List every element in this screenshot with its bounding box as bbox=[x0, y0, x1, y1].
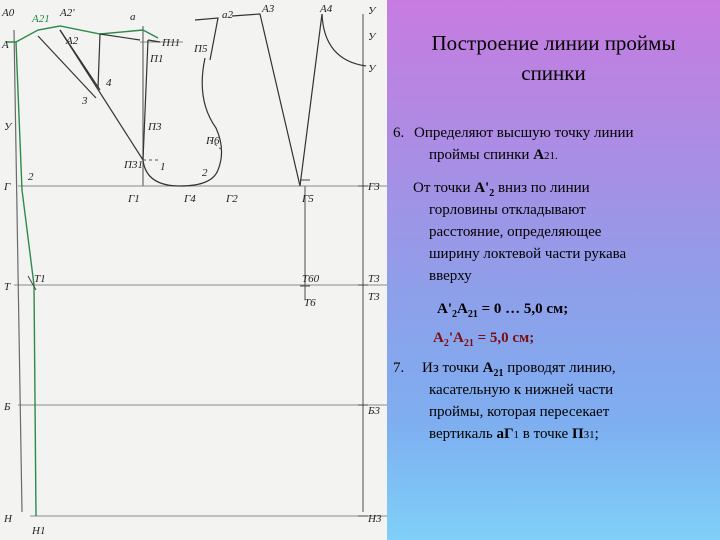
label-g2: Г2 bbox=[226, 193, 238, 205]
label-a2-lower: а2 bbox=[222, 9, 233, 21]
point-a2p-index: 2 bbox=[489, 188, 495, 199]
label-p3: П3 bbox=[148, 121, 162, 133]
formula2-c: 'А bbox=[448, 330, 464, 346]
label-num-4: 4 bbox=[106, 77, 112, 89]
formula1-c: А bbox=[457, 301, 468, 317]
label-t6: Т6 bbox=[304, 297, 316, 309]
down-along-text: вниз по линии bbox=[494, 180, 590, 196]
label-t3b: Т3 bbox=[368, 291, 380, 303]
label-num-2: 2 bbox=[202, 167, 208, 179]
text-panel bbox=[387, 0, 720, 540]
label-num-1: 1 bbox=[160, 161, 166, 173]
item7-semicolon: ; bbox=[594, 426, 599, 442]
label-a: А bbox=[2, 39, 9, 51]
formula2-d: 21 bbox=[463, 338, 474, 349]
label-y-top: У bbox=[368, 5, 376, 17]
label-a0: А0 bbox=[2, 7, 15, 19]
label-n: Н bbox=[4, 513, 12, 525]
item7-draw-text: проводят линию, bbox=[503, 360, 616, 376]
label-g4: Г4 bbox=[184, 193, 196, 205]
label-a3: А3 bbox=[262, 3, 275, 15]
label-p11: П11 bbox=[162, 37, 181, 49]
item7-ag-letters: аГ bbox=[496, 426, 514, 442]
formula1-e: = 0 … 5,0 см; bbox=[477, 301, 569, 317]
item6-para2-line5: вверху bbox=[429, 268, 472, 284]
label-a21: А21 bbox=[32, 13, 50, 25]
vertical-guides bbox=[14, 14, 363, 512]
label-a2: А2 bbox=[66, 35, 79, 47]
label-y-mid: У bbox=[368, 31, 376, 43]
point-a2p-letter: А' bbox=[474, 180, 490, 196]
point-markers bbox=[28, 180, 368, 516]
item7-ag-index: 1 bbox=[513, 429, 520, 441]
formula1-a: А' bbox=[437, 301, 452, 317]
item7-point-index: 21 bbox=[493, 368, 504, 379]
item6-text2: проймы спинки bbox=[429, 147, 534, 163]
label-b3: Б3 bbox=[368, 405, 380, 417]
item6-line2 bbox=[429, 144, 558, 167]
label-g3: Г3 bbox=[368, 181, 380, 193]
label-a2-prime: А2' bbox=[60, 7, 75, 19]
label-t: Т bbox=[4, 281, 11, 293]
formula-1 bbox=[437, 298, 568, 326]
item7-p-letter: П bbox=[571, 426, 584, 442]
item7-from-text: Из точки bbox=[422, 360, 483, 376]
label-t3: Т3 bbox=[368, 273, 380, 285]
formula1-b: 2 bbox=[452, 309, 457, 320]
label-a4: А4 bbox=[320, 3, 333, 15]
point-a21-index: 21. bbox=[544, 150, 558, 162]
formula1-d: 21 bbox=[467, 309, 478, 320]
label-n3: Н3 bbox=[368, 513, 382, 525]
label-t1: Т1 bbox=[34, 273, 46, 285]
formula2-a: А bbox=[433, 330, 444, 346]
drawing-labels bbox=[1, 3, 382, 537]
item6-para2-line4: ширину локтевой части рукава bbox=[429, 246, 627, 262]
slide-title bbox=[397, 28, 710, 88]
item7-number: 7. bbox=[393, 360, 405, 376]
formula-2 bbox=[433, 327, 534, 355]
label-p1: П1 bbox=[150, 53, 164, 65]
item6-number: 6. bbox=[393, 125, 405, 141]
label-g5: Г5 bbox=[302, 193, 314, 205]
item7-vertical-text: вертикаль bbox=[429, 426, 497, 442]
label-a-lower: а bbox=[130, 11, 136, 23]
point-a21-letter: А bbox=[533, 147, 545, 163]
label-y-left: У bbox=[4, 121, 12, 133]
label-num-3: 3 bbox=[82, 95, 88, 107]
item6-text1: Определяют высшую точку линии bbox=[414, 125, 634, 141]
label-g: Г bbox=[4, 181, 11, 193]
formula2-b: 2 bbox=[443, 338, 449, 349]
label-p5: П5 bbox=[194, 43, 208, 55]
formula2-e: = 5,0 см; bbox=[473, 330, 535, 346]
label-num-2b: 2 bbox=[28, 171, 34, 183]
item6-para2-line2: горловины откладывают bbox=[429, 202, 586, 218]
slide-title-line2: спинки bbox=[521, 61, 586, 85]
item7-line2: касательную к нижней части bbox=[429, 382, 614, 398]
label-g1: Г1 bbox=[128, 193, 140, 205]
label-n1: Н1 bbox=[32, 525, 46, 537]
horizontal-guides bbox=[14, 42, 387, 516]
item7-line4 bbox=[429, 423, 599, 446]
item7-line3: проймы, которая пересекает bbox=[429, 404, 610, 420]
label-t60: Т60 bbox=[302, 273, 320, 285]
item6-line1 bbox=[393, 122, 634, 144]
item7-p-index: 31 bbox=[583, 429, 595, 441]
item7-at-point-text: в точке bbox=[519, 426, 572, 442]
label-b: Б bbox=[4, 401, 11, 413]
item6-para2-line3: расстояние, определяющее bbox=[429, 224, 602, 240]
from-point-text: От точки bbox=[413, 180, 475, 196]
item7-point-letter: А bbox=[482, 360, 494, 376]
label-y-low: У bbox=[368, 63, 376, 75]
label-p6: П6 bbox=[206, 135, 220, 147]
label-p31: П31 bbox=[124, 159, 143, 171]
slide-title-line1: Построение линии проймы bbox=[431, 31, 676, 55]
